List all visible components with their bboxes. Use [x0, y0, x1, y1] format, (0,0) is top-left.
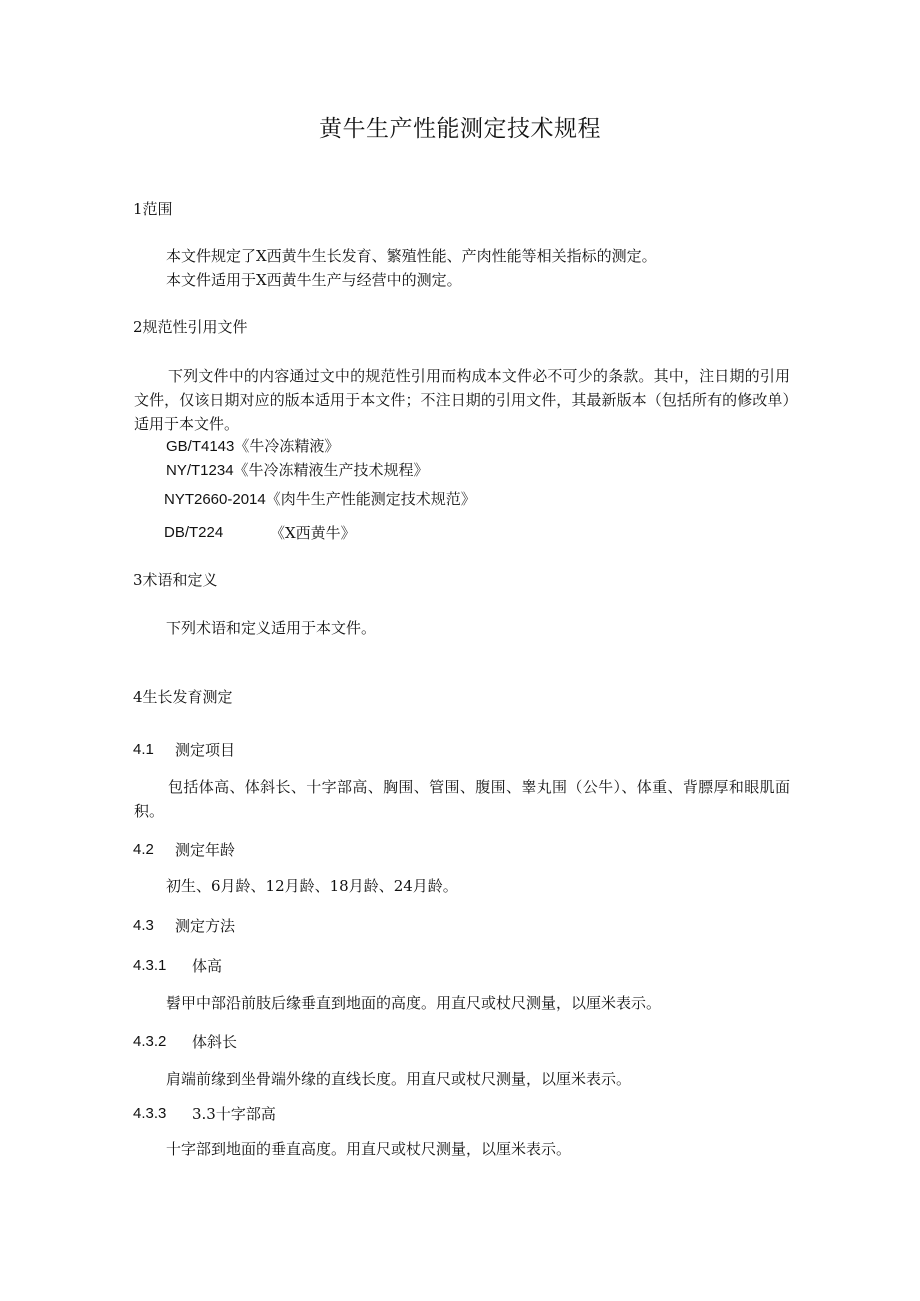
section-4-3-1-number: 4.3.1: [133, 957, 167, 974]
section-4-3-1-title: 体高: [192, 957, 223, 975]
section-4-2-title: 测定年龄: [175, 841, 236, 859]
section-4-3-title: 测定方法: [175, 917, 236, 935]
section-4-1-paragraph: 包括体高、体斜长、十字部高、胸围、管围、腹围、睾丸围（公牛）、体重、背膘厚和眼肌面积。: [134, 778, 790, 820]
reference-gb-t4143: GB/T4143《牛冷冻精液》: [166, 438, 340, 455]
section-4-3-number: 4.3: [133, 917, 154, 934]
reference-db-t224-code: DB/T224: [164, 524, 224, 541]
reference-nyt2660: NYT2660-2014《肉牛生产性能测定技术规范》: [164, 491, 476, 508]
section-1-paragraph-2: 本文件适用于X西黄牛生产与经营中的测定。: [166, 271, 462, 289]
document-title: 黄牛生产性能测定技术规程: [319, 116, 601, 142]
section-4-3-3-number: 4.3.3: [133, 1105, 167, 1122]
section-2-paragraph: 下列文件中的内容通过文中的规范性引用而构成本文件必不可少的条款。其中，注日期的引用文件，仅该日期对应的版本适用于本文件；不注日期的引用文件，其最新版本（包括所有的修改单）适用于本文件。: [134, 367, 790, 433]
section-1-paragraph-1: 本文件规定了X西黄牛生长发育、繁殖性能、产肉性能等相关指标的测定。: [166, 247, 657, 265]
section-4-2-paragraph: 初生、6月龄、12月龄、18月龄、24月龄。: [166, 877, 458, 895]
section-4-1-number: 4.1: [133, 741, 154, 758]
section-4-heading: 4生长发育测定: [133, 688, 233, 706]
section-4-3-1-paragraph: 髫甲中部沿前肢后缘垂直到地面的高度。用直尺或杖尺测量，以厘米表示。: [166, 994, 662, 1012]
section-4-1-title: 测定项目: [175, 741, 236, 759]
section-4-3-2-title: 体斜长: [192, 1033, 238, 1051]
section-4-3-3-title: 3.3十字部高: [192, 1105, 276, 1123]
section-4-2-number: 4.2: [133, 841, 154, 858]
reference-ny-t1234: NY/T1234《牛冷冻精液生产技术规程》: [166, 462, 429, 479]
section-4-3-2-number: 4.3.2: [133, 1033, 167, 1050]
section-4-3-2-paragraph: 肩端前缘到坐骨端外缘的直线长度。用直尺或杖尺测量，以厘米表示。: [166, 1070, 632, 1088]
section-2-heading: 2规范性引用文件: [133, 318, 248, 336]
section-3-heading: 3术语和定义: [133, 571, 218, 589]
section-1-heading: 1范围: [133, 200, 173, 218]
section-4-3-3-paragraph: 十字部到地面的垂直高度。用直尺或杖尺测量，以厘米表示。: [166, 1140, 572, 1158]
section-3-paragraph: 下列术语和定义适用于本文件。: [166, 619, 377, 637]
reference-db-t224-name: 《X西黄牛》: [270, 524, 356, 542]
